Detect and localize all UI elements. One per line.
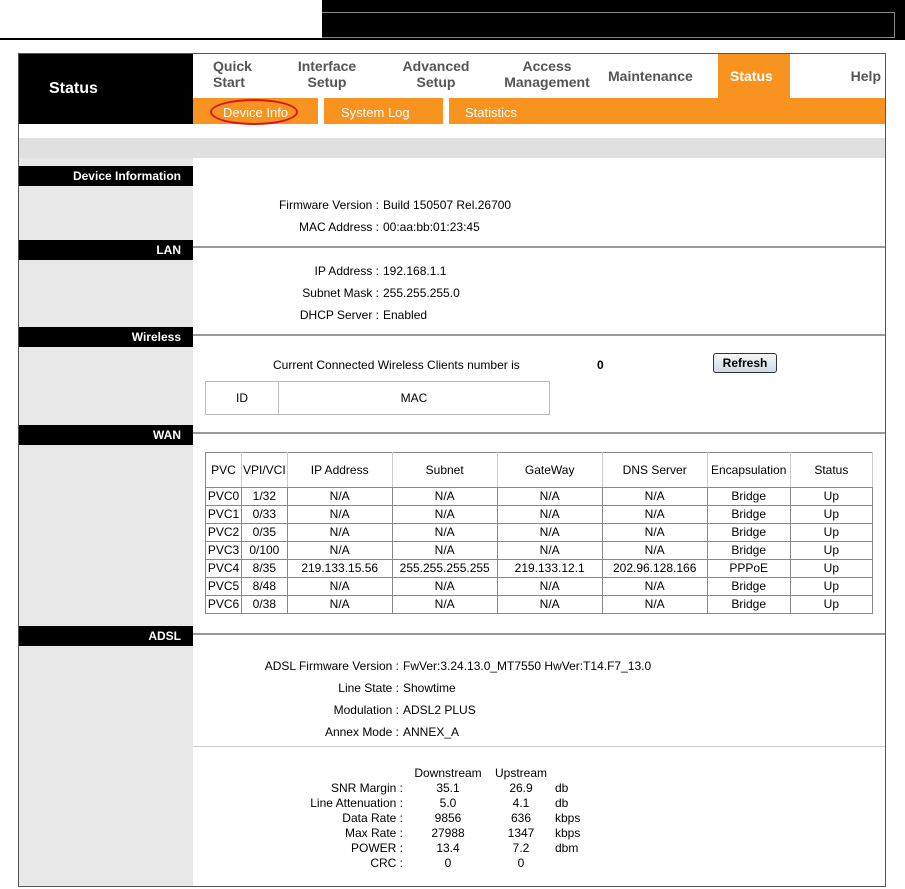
submenu-separator <box>443 98 449 124</box>
wireless-clients-table <box>205 381 550 415</box>
line-state-value: Showtime <box>403 681 456 695</box>
table-cell: PVC3 <box>206 542 242 560</box>
table-cell: N/A <box>497 488 602 506</box>
table-header-row <box>206 453 873 488</box>
column-header-id: ID <box>206 382 279 415</box>
divider <box>193 633 885 635</box>
mac-address-value: 00:aa:bb:01:23:45 <box>383 220 480 234</box>
refresh-button[interactable]: Refresh <box>713 353 777 373</box>
divider <box>193 746 885 747</box>
table-cell: PVC6 <box>206 596 242 614</box>
menu-item-label: Status <box>730 68 773 84</box>
column-header: Subnet <box>392 453 497 488</box>
table-cell: PPPoE <box>707 560 790 578</box>
modulation-value: ADSL2 PLUS <box>403 703 476 717</box>
section-wan: WAN <box>19 425 193 445</box>
submenu-device-info[interactable]: Device Info <box>223 105 289 120</box>
table-cell: N/A <box>287 524 392 542</box>
table-cell: Bridge <box>707 578 790 596</box>
lan-ip-label: IP Address : <box>314 264 379 278</box>
table-cell: 0 <box>517 856 525 870</box>
table-cell: 5.0 <box>439 796 457 810</box>
table-cell: 26.9 <box>509 781 533 795</box>
table-cell: Bridge <box>707 596 790 614</box>
wireless-clients-label: Current Connected Wireless Clients number is <box>273 358 520 372</box>
table-cell: N/A <box>497 596 602 614</box>
table-cell: PVC5 <box>206 578 242 596</box>
menu-item-label: Quick <box>213 58 252 74</box>
table-cell: Up <box>790 560 872 578</box>
table-cell: N/A <box>602 524 707 542</box>
adsl-firmware-value: FwVer:3.24.13.0_MT7550 HwVer:T14.F7_13.0 <box>403 659 652 673</box>
menu-interface-setup[interactable] <box>287 58 367 102</box>
table-cell: N/A <box>602 596 707 614</box>
table-cell: N/A <box>602 506 707 524</box>
table-row <box>285 796 589 811</box>
table-cell: PVC2 <box>206 524 242 542</box>
firmware-version-label: Firmware Version : <box>278 198 379 212</box>
table-cell: PVC1 <box>206 506 242 524</box>
table-cell: Bridge <box>707 524 790 542</box>
divider <box>193 334 885 336</box>
top-banner-left <box>0 0 322 40</box>
main-menu <box>193 54 885 98</box>
menu-item-label: Setup <box>307 74 347 90</box>
menu-item-label: Interface <box>297 58 357 74</box>
submenu-separator <box>318 98 324 124</box>
column-header: Encapsulation <box>707 453 790 488</box>
subnet-mask-label: Subnet Mask : <box>302 286 379 300</box>
table-row <box>285 781 589 796</box>
annex-mode-label: Annex Mode : <box>324 725 399 739</box>
table-cell: N/A <box>287 506 392 524</box>
table-row <box>206 560 873 578</box>
table-cell: 0/100 <box>242 542 288 560</box>
table-cell: 27988 <box>431 826 465 840</box>
table-row <box>285 841 589 856</box>
adsl-firmware-label: ADSL Firmware Version : <box>264 659 399 673</box>
column-header: GateWay <box>497 453 602 488</box>
table-cell: PVC0 <box>206 488 242 506</box>
gray-band <box>19 138 885 158</box>
table-cell: N/A <box>392 542 497 560</box>
table-cell: SNR Margin : <box>330 781 403 795</box>
table-cell: Up <box>790 578 872 596</box>
submenu-system-log[interactable]: System Log <box>341 105 410 120</box>
table-cell: kbps <box>555 826 581 840</box>
table-row <box>206 596 873 614</box>
table-cell: N/A <box>497 506 602 524</box>
annex-mode-value: ANNEX_A <box>403 725 460 739</box>
menu-item-label: Setup <box>416 74 456 90</box>
menu-item-label: Start <box>213 74 245 90</box>
menu-item-label: Management <box>504 74 590 90</box>
table-cell: N/A <box>392 488 497 506</box>
table-cell: N/A <box>287 542 392 560</box>
table-cell: 1347 <box>507 826 535 840</box>
table-cell: 35.1 <box>436 781 460 795</box>
table-cell: 0/35 <box>242 524 288 542</box>
table-cell: 0/38 <box>242 596 288 614</box>
column-header: VPI/VCI <box>242 453 288 488</box>
table-cell: Line Attenuation : <box>310 796 403 810</box>
menu-quick-start[interactable] <box>213 58 261 102</box>
wan-table <box>205 452 873 614</box>
section-adsl: ADSL <box>19 626 193 646</box>
table-row <box>285 811 589 826</box>
section-lan: LAN <box>19 240 193 260</box>
adsl-statistics-table <box>285 766 589 871</box>
table-cell: kbps <box>555 811 581 825</box>
table-cell: 219.133.15.56 <box>287 560 392 578</box>
header <box>19 54 885 124</box>
table-cell: 8/35 <box>242 560 288 578</box>
submenu <box>193 98 885 124</box>
table-cell: Up <box>790 488 872 506</box>
table-cell: N/A <box>602 578 707 596</box>
menu-advanced-setup[interactable] <box>391 58 481 102</box>
section-device-information: Device Information <box>19 166 193 186</box>
table-cell: POWER : <box>350 841 403 855</box>
table-cell: db <box>555 781 569 795</box>
table-cell: 1/32 <box>242 488 288 506</box>
table-cell: 9856 <box>434 811 462 825</box>
table-cell: dbm <box>555 841 579 855</box>
wireless-clients-value: 0 <box>597 358 604 372</box>
table-header-row <box>285 766 589 781</box>
table-cell: Up <box>790 542 872 560</box>
subnet-mask-value: 255.255.255.0 <box>383 286 460 300</box>
table-cell <box>285 766 403 781</box>
table-cell: 8/48 <box>242 578 288 596</box>
table-cell: N/A <box>392 578 497 596</box>
table-cell: N/A <box>602 488 707 506</box>
divider <box>193 246 885 248</box>
table-cell: CRC : <box>370 856 403 870</box>
menu-item-label: Advanced <box>402 58 470 74</box>
table-cell: Up <box>790 596 872 614</box>
table-row <box>206 506 873 524</box>
menu-item-label: Maintenance <box>608 68 693 84</box>
table-row <box>206 542 873 560</box>
table-cell: N/A <box>287 596 392 614</box>
lan-ip-value: 192.168.1.1 <box>383 264 447 278</box>
table-row <box>206 524 873 542</box>
menu-item-label: Help <box>850 68 881 84</box>
line-state-label: Line State : <box>338 681 399 695</box>
router-status-page <box>18 53 886 887</box>
table-cell <box>549 856 589 871</box>
column-header: PVC <box>206 453 242 488</box>
table-cell: N/A <box>392 524 497 542</box>
table-cell: 202.96.128.166 <box>602 560 707 578</box>
table-cell: N/A <box>392 506 497 524</box>
menu-item-label: Access <box>522 58 572 74</box>
table-cell: Up <box>790 506 872 524</box>
submenu-statistics[interactable]: Statistics <box>465 105 518 120</box>
column-header-upstream: Upstream <box>494 766 547 780</box>
table-row <box>206 488 873 506</box>
table-cell: 219.133.12.1 <box>497 560 602 578</box>
dhcp-server-label: DHCP Server : <box>299 308 379 322</box>
column-header-downstream: Downstream <box>414 766 482 780</box>
table-cell: Bridge <box>707 506 790 524</box>
modulation-label: Modulation : <box>333 703 399 717</box>
divider <box>193 432 885 434</box>
column-header: Status <box>790 453 872 488</box>
table-row <box>206 578 873 596</box>
table-cell: N/A <box>287 578 392 596</box>
top-banner-right <box>322 0 905 40</box>
table-row <box>285 856 589 871</box>
table-cell: N/A <box>392 596 497 614</box>
table-cell: N/A <box>497 542 602 560</box>
dhcp-server-value: Enabled <box>383 308 428 322</box>
table-cell: 636 <box>510 811 532 825</box>
column-header: DNS Server <box>602 453 707 488</box>
table-row <box>285 826 589 841</box>
column-header: IP Address <box>287 453 392 488</box>
menu-access-management[interactable] <box>493 58 601 102</box>
table-cell: 13.4 <box>436 841 460 855</box>
mac-address-label: MAC Address : <box>298 220 379 234</box>
table-cell: N/A <box>287 488 392 506</box>
table-cell: 4.1 <box>512 796 530 810</box>
page-brand: Status <box>19 54 193 124</box>
firmware-version-value: Build 150507 Rel.26700 <box>383 198 512 212</box>
column-header-mac: MAC <box>279 382 550 415</box>
table-cell: db <box>555 796 569 810</box>
table-cell: 0/33 <box>242 506 288 524</box>
table-cell: 0 <box>444 856 452 870</box>
table-cell <box>549 766 589 781</box>
table-cell: Max Rate : <box>344 826 403 840</box>
table-cell: PVC4 <box>206 560 242 578</box>
section-wireless: Wireless <box>19 327 193 347</box>
table-cell: N/A <box>602 542 707 560</box>
table-cell: Data Rate : <box>342 811 403 825</box>
table-cell: Up <box>790 524 872 542</box>
table-cell: Bridge <box>707 542 790 560</box>
table-cell: Bridge <box>707 488 790 506</box>
table-cell: 255.255.255.255 <box>392 560 497 578</box>
table-cell: 7.2 <box>512 841 530 855</box>
table-cell: N/A <box>497 578 602 596</box>
menu-status[interactable] <box>718 54 790 98</box>
table-cell: N/A <box>497 524 602 542</box>
